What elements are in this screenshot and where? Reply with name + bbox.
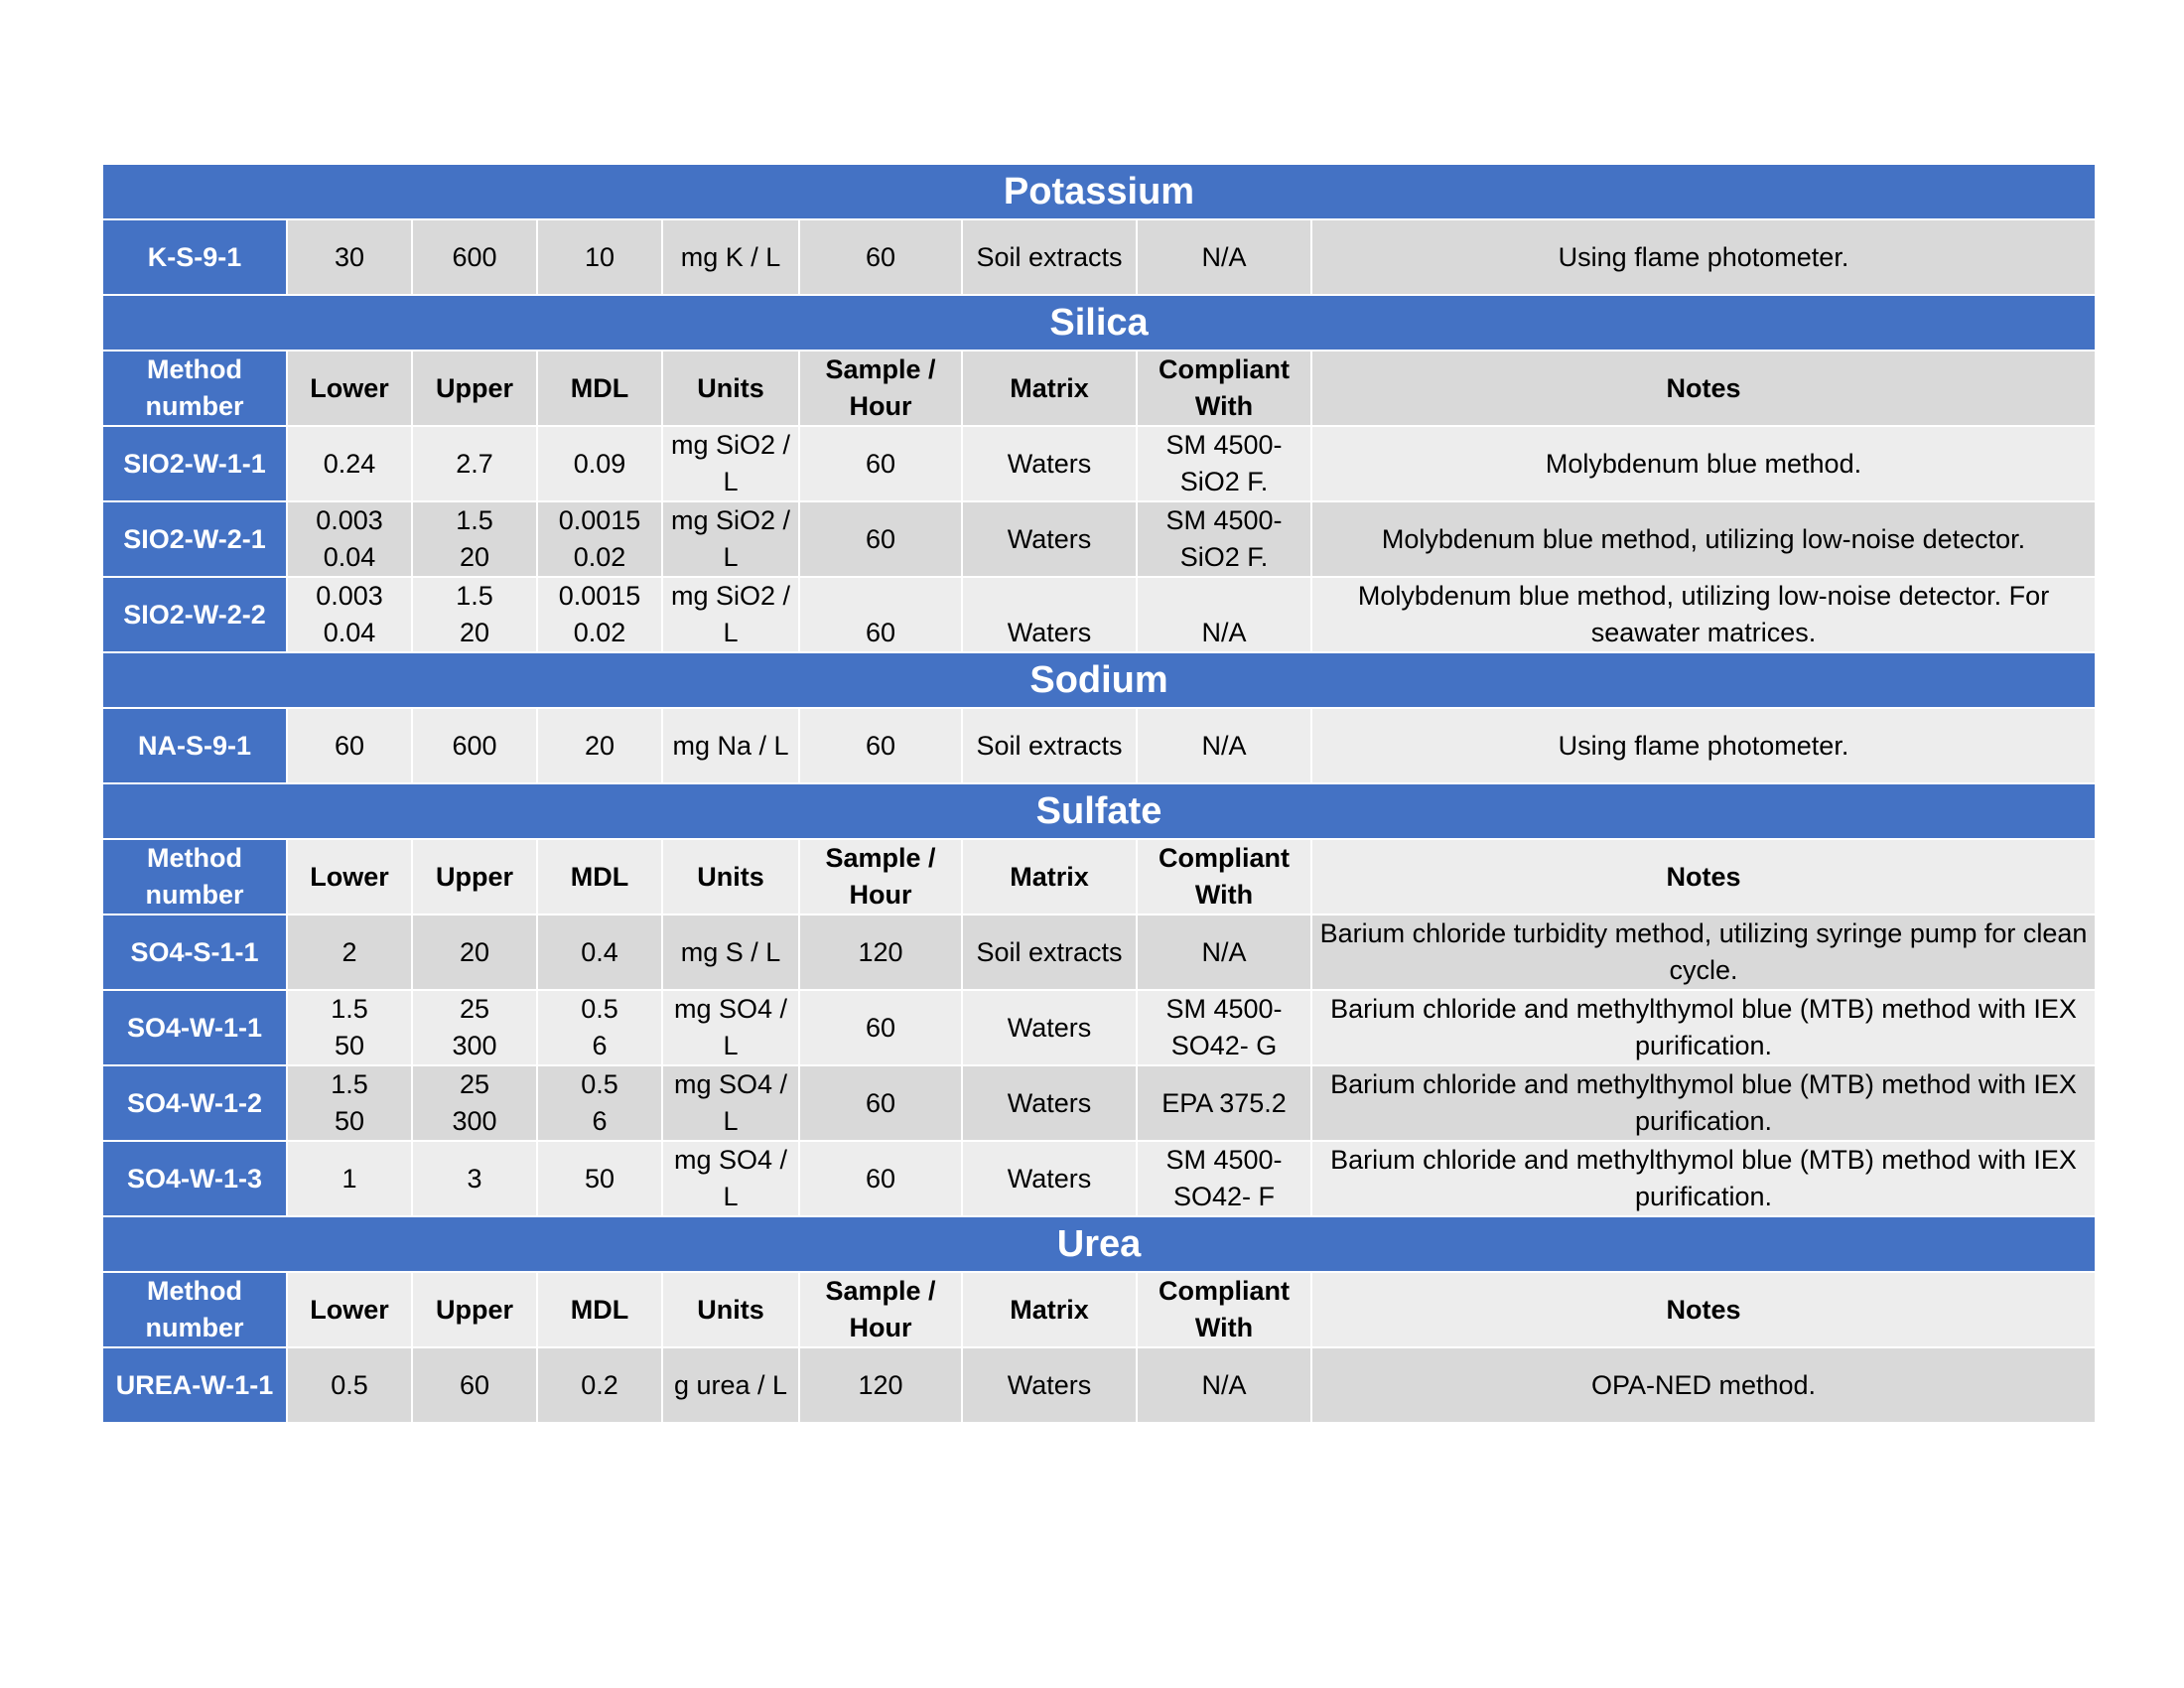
header-sample: Sample / Hour [799, 1272, 962, 1347]
mdl-value: 50 [537, 1141, 662, 1216]
header-upper: Upper [412, 839, 537, 914]
notes-value: OPA-NED method. [1311, 1347, 2096, 1423]
units-value: mg S / L [662, 914, 799, 990]
header-units: Units [662, 351, 799, 426]
notes-value: Barium chloride and methylthymol blue (MTB) method with IEX purification. [1311, 1065, 2096, 1141]
mdl-value: 10 [537, 219, 662, 295]
matrix-value: Waters [962, 426, 1137, 501]
header-compliant: Compliant With [1137, 839, 1311, 914]
sample-value: 120 [799, 914, 962, 990]
matrix-value: Waters [962, 1065, 1137, 1141]
compliant-value: SM 4500-SO42- G [1137, 990, 1311, 1065]
matrix-value: Waters [962, 501, 1137, 577]
lower-value: 1.5 50 [287, 1065, 412, 1141]
sample-value: 60 [799, 990, 962, 1065]
sample-value: 60 [799, 501, 962, 577]
upper-value: 1.5 20 [412, 501, 537, 577]
units-value: mg SiO2 / L [662, 501, 799, 577]
header-notes: Notes [1311, 351, 2096, 426]
header-mdl: MDL [537, 1272, 662, 1347]
header-units: Units [662, 1272, 799, 1347]
mdl-value: 20 [537, 708, 662, 783]
mdl-value: 0.5 6 [537, 990, 662, 1065]
sample-value: 60 [799, 219, 962, 295]
method-number: SIO2-W-1-1 [102, 426, 287, 501]
header-method: Method number [102, 351, 287, 426]
header-matrix: Matrix [962, 839, 1137, 914]
notes-value: Using flame photometer. [1311, 219, 2096, 295]
upper-value: 600 [412, 708, 537, 783]
units-value: mg SO4 / L [662, 1141, 799, 1216]
notes-value: Barium chloride turbidity method, utilizing syringe pump for clean cycle. [1311, 914, 2096, 990]
method-number: SO4-W-1-3 [102, 1141, 287, 1216]
header-upper: Upper [412, 1272, 537, 1347]
table-row [102, 1065, 2096, 1141]
method-number: SIO2-W-2-1 [102, 501, 287, 577]
compliant-value: N/A [1137, 914, 1311, 990]
units-value: mg SO4 / L [662, 990, 799, 1065]
header-lower: Lower [287, 839, 412, 914]
units-value: mg SiO2 / L [662, 426, 799, 501]
lower-value: 2 [287, 914, 412, 990]
notes-value: Barium chloride and methylthymol blue (MTB) method with IEX purification. [1311, 990, 2096, 1065]
notes-value: Molybdenum blue method, utilizing low-noise detector. For seawater matrices. [1311, 577, 2096, 652]
units-value: mg SO4 / L [662, 1065, 799, 1141]
matrix-value: Soil extracts [962, 914, 1137, 990]
lower-value: 1.5 50 [287, 990, 412, 1065]
compliant-value: SM 4500-SiO2 F. [1137, 501, 1311, 577]
table-row [102, 1141, 2096, 1216]
upper-value: 60 [412, 1347, 537, 1423]
upper-value: 20 [412, 914, 537, 990]
section-title-urea: Urea [102, 1216, 2096, 1272]
section-title-potassium: Potassium [102, 164, 2096, 219]
header-notes: Notes [1311, 1272, 2096, 1347]
lower-value: 60 [287, 708, 412, 783]
upper-value: 25 300 [412, 990, 537, 1065]
lower-value: 1 [287, 1141, 412, 1216]
units-value: mg K / L [662, 219, 799, 295]
header-matrix: Matrix [962, 351, 1137, 426]
header-units: Units [662, 839, 799, 914]
header-upper: Upper [412, 351, 537, 426]
lower-value: 0.003 0.04 [287, 501, 412, 577]
header-sample: Sample / Hour [799, 351, 962, 426]
upper-value: 3 [412, 1141, 537, 1216]
method-number: SIO2-W-2-2 [102, 577, 287, 652]
header-matrix: Matrix [962, 1272, 1137, 1347]
method-number: UREA-W-1-1 [102, 1347, 287, 1423]
lower-value: 30 [287, 219, 412, 295]
matrix-value: Soil extracts [962, 708, 1137, 783]
header-compliant: Compliant With [1137, 1272, 1311, 1347]
methods-table [101, 163, 2097, 1424]
table-row [102, 1347, 2096, 1423]
method-number: K-S-9-1 [102, 219, 287, 295]
matrix-value: Soil extracts [962, 219, 1137, 295]
sample-value: 60 [799, 708, 962, 783]
table-row [102, 914, 2096, 990]
mdl-value: 0.4 [537, 914, 662, 990]
matrix-value: Waters [962, 1141, 1137, 1216]
compliant-value: N/A [1137, 708, 1311, 783]
matrix-value: Waters [962, 1347, 1137, 1423]
mdl-value: 0.5 6 [537, 1065, 662, 1141]
mdl-value: 0.0015 0.02 [537, 577, 662, 652]
mdl-value: 0.2 [537, 1347, 662, 1423]
method-number: NA-S-9-1 [102, 708, 287, 783]
sample-value: 120 [799, 1347, 962, 1423]
column-header-row [102, 1272, 2096, 1347]
sample-value: 60 [799, 1065, 962, 1141]
lower-value: 0.5 [287, 1347, 412, 1423]
header-notes: Notes [1311, 839, 2096, 914]
lower-value: 0.24 [287, 426, 412, 501]
table-row [102, 219, 2096, 295]
compliant-value: SM 4500-SiO2 F. [1137, 426, 1311, 501]
column-header-row [102, 351, 2096, 426]
header-compliant: Compliant With [1137, 351, 1311, 426]
column-header-row [102, 839, 2096, 914]
header-mdl: MDL [537, 839, 662, 914]
notes-value: Using flame photometer. [1311, 708, 2096, 783]
matrix-value: Waters [962, 990, 1137, 1065]
sample-value: 60 [799, 426, 962, 501]
notes-value: Barium chloride and methylthymol blue (MTB) method with IEX purification. [1311, 1141, 2096, 1216]
upper-value: 25 300 [412, 1065, 537, 1141]
sample-value: 60 [799, 577, 962, 652]
matrix-value: Waters [962, 577, 1137, 652]
units-value: mg Na / L [662, 708, 799, 783]
header-sample: Sample / Hour [799, 839, 962, 914]
table-row [102, 426, 2096, 501]
compliant-value: N/A [1137, 219, 1311, 295]
lower-value: 0.003 0.04 [287, 577, 412, 652]
method-number: SO4-S-1-1 [102, 914, 287, 990]
section-title-sulfate: Sulfate [102, 783, 2096, 839]
upper-value: 600 [412, 219, 537, 295]
sample-value: 60 [799, 1141, 962, 1216]
upper-value: 1.5 20 [412, 577, 537, 652]
compliant-value: SM 4500-SO42- F [1137, 1141, 1311, 1216]
table-row [102, 708, 2096, 783]
header-lower: Lower [287, 1272, 412, 1347]
section-title-silica: Silica [102, 295, 2096, 351]
table-row [102, 577, 2096, 652]
notes-value: Molybdenum blue method, utilizing low-noise detector. [1311, 501, 2096, 577]
section-title-sodium: Sodium [102, 652, 2096, 708]
units-value: mg SiO2 / L [662, 577, 799, 652]
mdl-value: 0.09 [537, 426, 662, 501]
notes-value: Molybdenum blue method. [1311, 426, 2096, 501]
method-number: SO4-W-1-2 [102, 1065, 287, 1141]
compliant-value: EPA 375.2 [1137, 1065, 1311, 1141]
header-method: Method number [102, 839, 287, 914]
header-lower: Lower [287, 351, 412, 426]
header-method: Method number [102, 1272, 287, 1347]
upper-value: 2.7 [412, 426, 537, 501]
units-value: g urea / L [662, 1347, 799, 1423]
table-row [102, 501, 2096, 577]
table-row [102, 990, 2096, 1065]
header-mdl: MDL [537, 351, 662, 426]
method-number: SO4-W-1-1 [102, 990, 287, 1065]
compliant-value: N/A [1137, 1347, 1311, 1423]
mdl-value: 0.0015 0.02 [537, 501, 662, 577]
compliant-value: N/A [1137, 577, 1311, 652]
